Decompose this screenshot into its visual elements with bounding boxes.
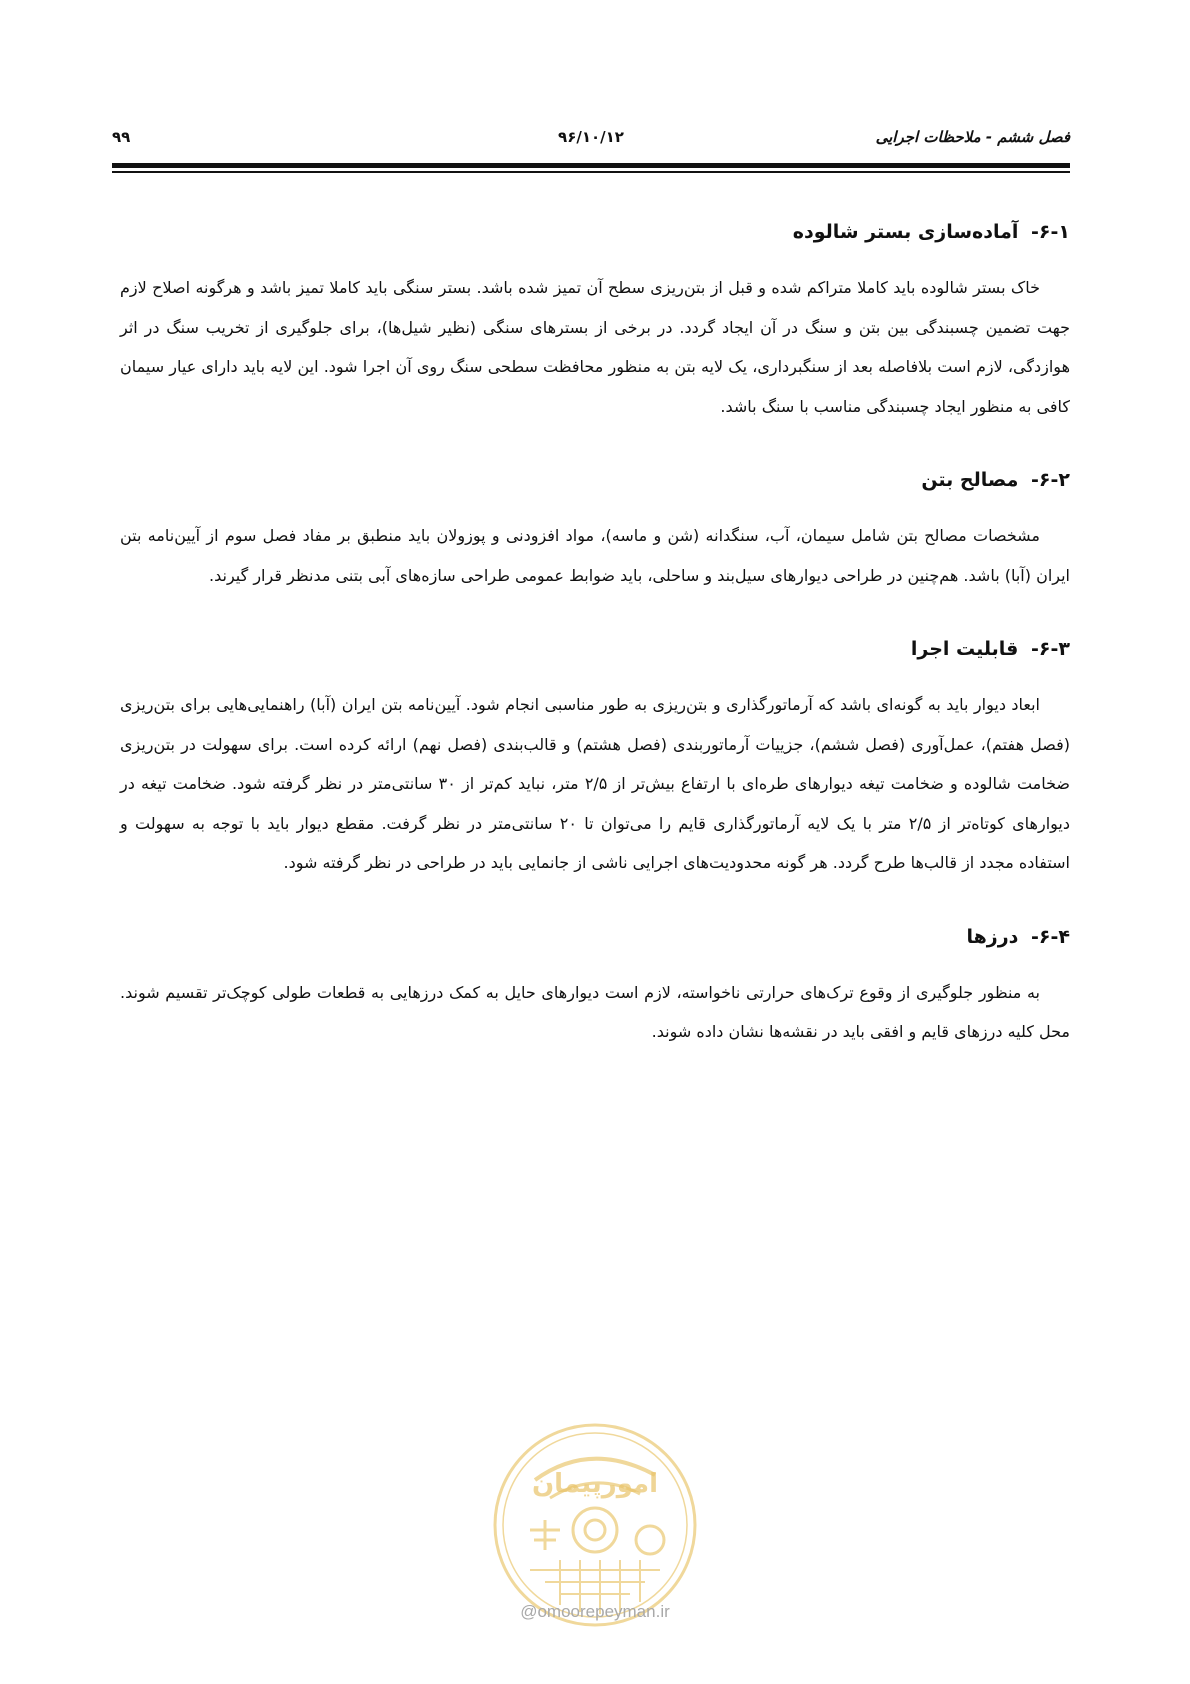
seal-text: امورپیمان bbox=[531, 1469, 659, 1499]
header-date: ۹۶/۱۰/۱۲ bbox=[558, 128, 624, 146]
section-number: ۶-۳- bbox=[1031, 638, 1070, 660]
page-header bbox=[112, 128, 1070, 152]
section-paragraph-2: مشخصات مصالح بتن شامل سیمان، آب، سنگدانه (شن و ماسه)، مواد افزودنی و پوزولان باید منطبق بر مفاد فصل سوم از آیین‌نامه بتن ایران (آبا) باشد. هم‌چنین در طراحی دیوارهای سیل‌بند و ساحلی، باید ضوابط عمومی طراحی سازه‌های آبی بتنی مدنظر قرار گیرند. bbox=[120, 526, 1070, 585]
section-title-text: درزها bbox=[966, 925, 1019, 948]
section-title-text: مصالح بتن bbox=[921, 469, 1019, 491]
section-paragraph-4: به منظور جلوگیری از وقوع ترک‌های حرارتی ناخواسته، لازم است دیوارهای حایل به کمک درزهایی به قطعات طولی کوچک‌تر تقسیم شوند. محل کلیه درزهای قایم و افقی باید در نقشه‌ها نشان داده شوند. bbox=[120, 982, 1070, 1041]
section-heading-2 bbox=[120, 466, 1070, 494]
section-heading-4 bbox=[120, 923, 1070, 951]
section-title-text: قابلیت اجرا bbox=[910, 638, 1019, 660]
section-heading-3 bbox=[120, 635, 1070, 663]
page-number: ۹۹ bbox=[112, 128, 131, 146]
section-paragraph-3: ابعاد دیوار باید به گونه‌ای باشد که آرماتورگذاری و بتن‌ریزی به طور مناسبی انجام شود. آیین‌نامه بتن ایران (آبا) راهنمایی‌هایی برای بتن‌ریزی (فصل هفتم)، عمل‌آوری (فصل ششم)، جزییات آرماتوربندی (فصل هشتم) و قالب‌بندی (فصل نهم) ارائه کرده است. برای سهولت در بتن‌ریزی ضخامت شالوده و ضخامت تیغه دیوارهای طره‌ای با ارتفاع بیش‌تر از ۲/۵ متر، نباید کم‌تر از ۳۰ سانتی‌متر در نظر گرفته شود. ضخامت تیغه در دیوارهای کوتاه‌تر از ۲/۵ متر با یک لایه آرماتورگذاری قایم را می‌توان تا ۲۰ سانتی‌متر در نظر گرفت. مقطع دیوار باید با توجه به سهولت و استفاده مجدد از قالب‌ها طرح گردد. هر گونه محدودیت‌های اجرایی ناشی از جانمایی باید در طراحی در نظر گرفته شود. bbox=[120, 695, 1071, 872]
section-number: ۶-۲- bbox=[1031, 469, 1070, 491]
chapter-title: فصل ششم - ملاحظات اجرایی bbox=[875, 128, 1070, 146]
watermark-url: @omoorepeyman.ir bbox=[520, 1602, 670, 1621]
section-number: ۶-۴- bbox=[1031, 925, 1070, 948]
section-heading-1 bbox=[120, 218, 1070, 246]
section-paragraph-1: خاک بستر شالوده باید کاملا متراکم شده و قبل از بتن‌ریزی سطح آن تمیز شده باشد. بستر سنگی باید کاملا تمیز باشد و هرگونه اصلاح لازم جهت تضمین چسبندگی بین بتن و سنگ در آن ایجاد گردد. در برخی از بسترهای سنگی (نظیر شیل‌ها)، برای جلوگیری از تخریب سنگ در اثر هوازدگی، لازم است بلافاصله بعد از سنگبرداری، یک لایه بتن به منظور محافظت سطحی سنگ روی آن اجرا شود. این لایه باید دارای عیار سیمان کافی به منظور ایجاد چسبندگی مناسب با سنگ باشد. bbox=[120, 278, 1070, 416]
watermark-seal-logo bbox=[490, 1420, 700, 1630]
page-content bbox=[120, 218, 1070, 1092]
header-rule-thick bbox=[112, 163, 1070, 168]
section-number: ۶-۱- bbox=[1031, 221, 1070, 243]
section-title-text: آماده‌سازی بستر شالوده bbox=[792, 221, 1019, 243]
header-rule-thin bbox=[112, 171, 1070, 173]
